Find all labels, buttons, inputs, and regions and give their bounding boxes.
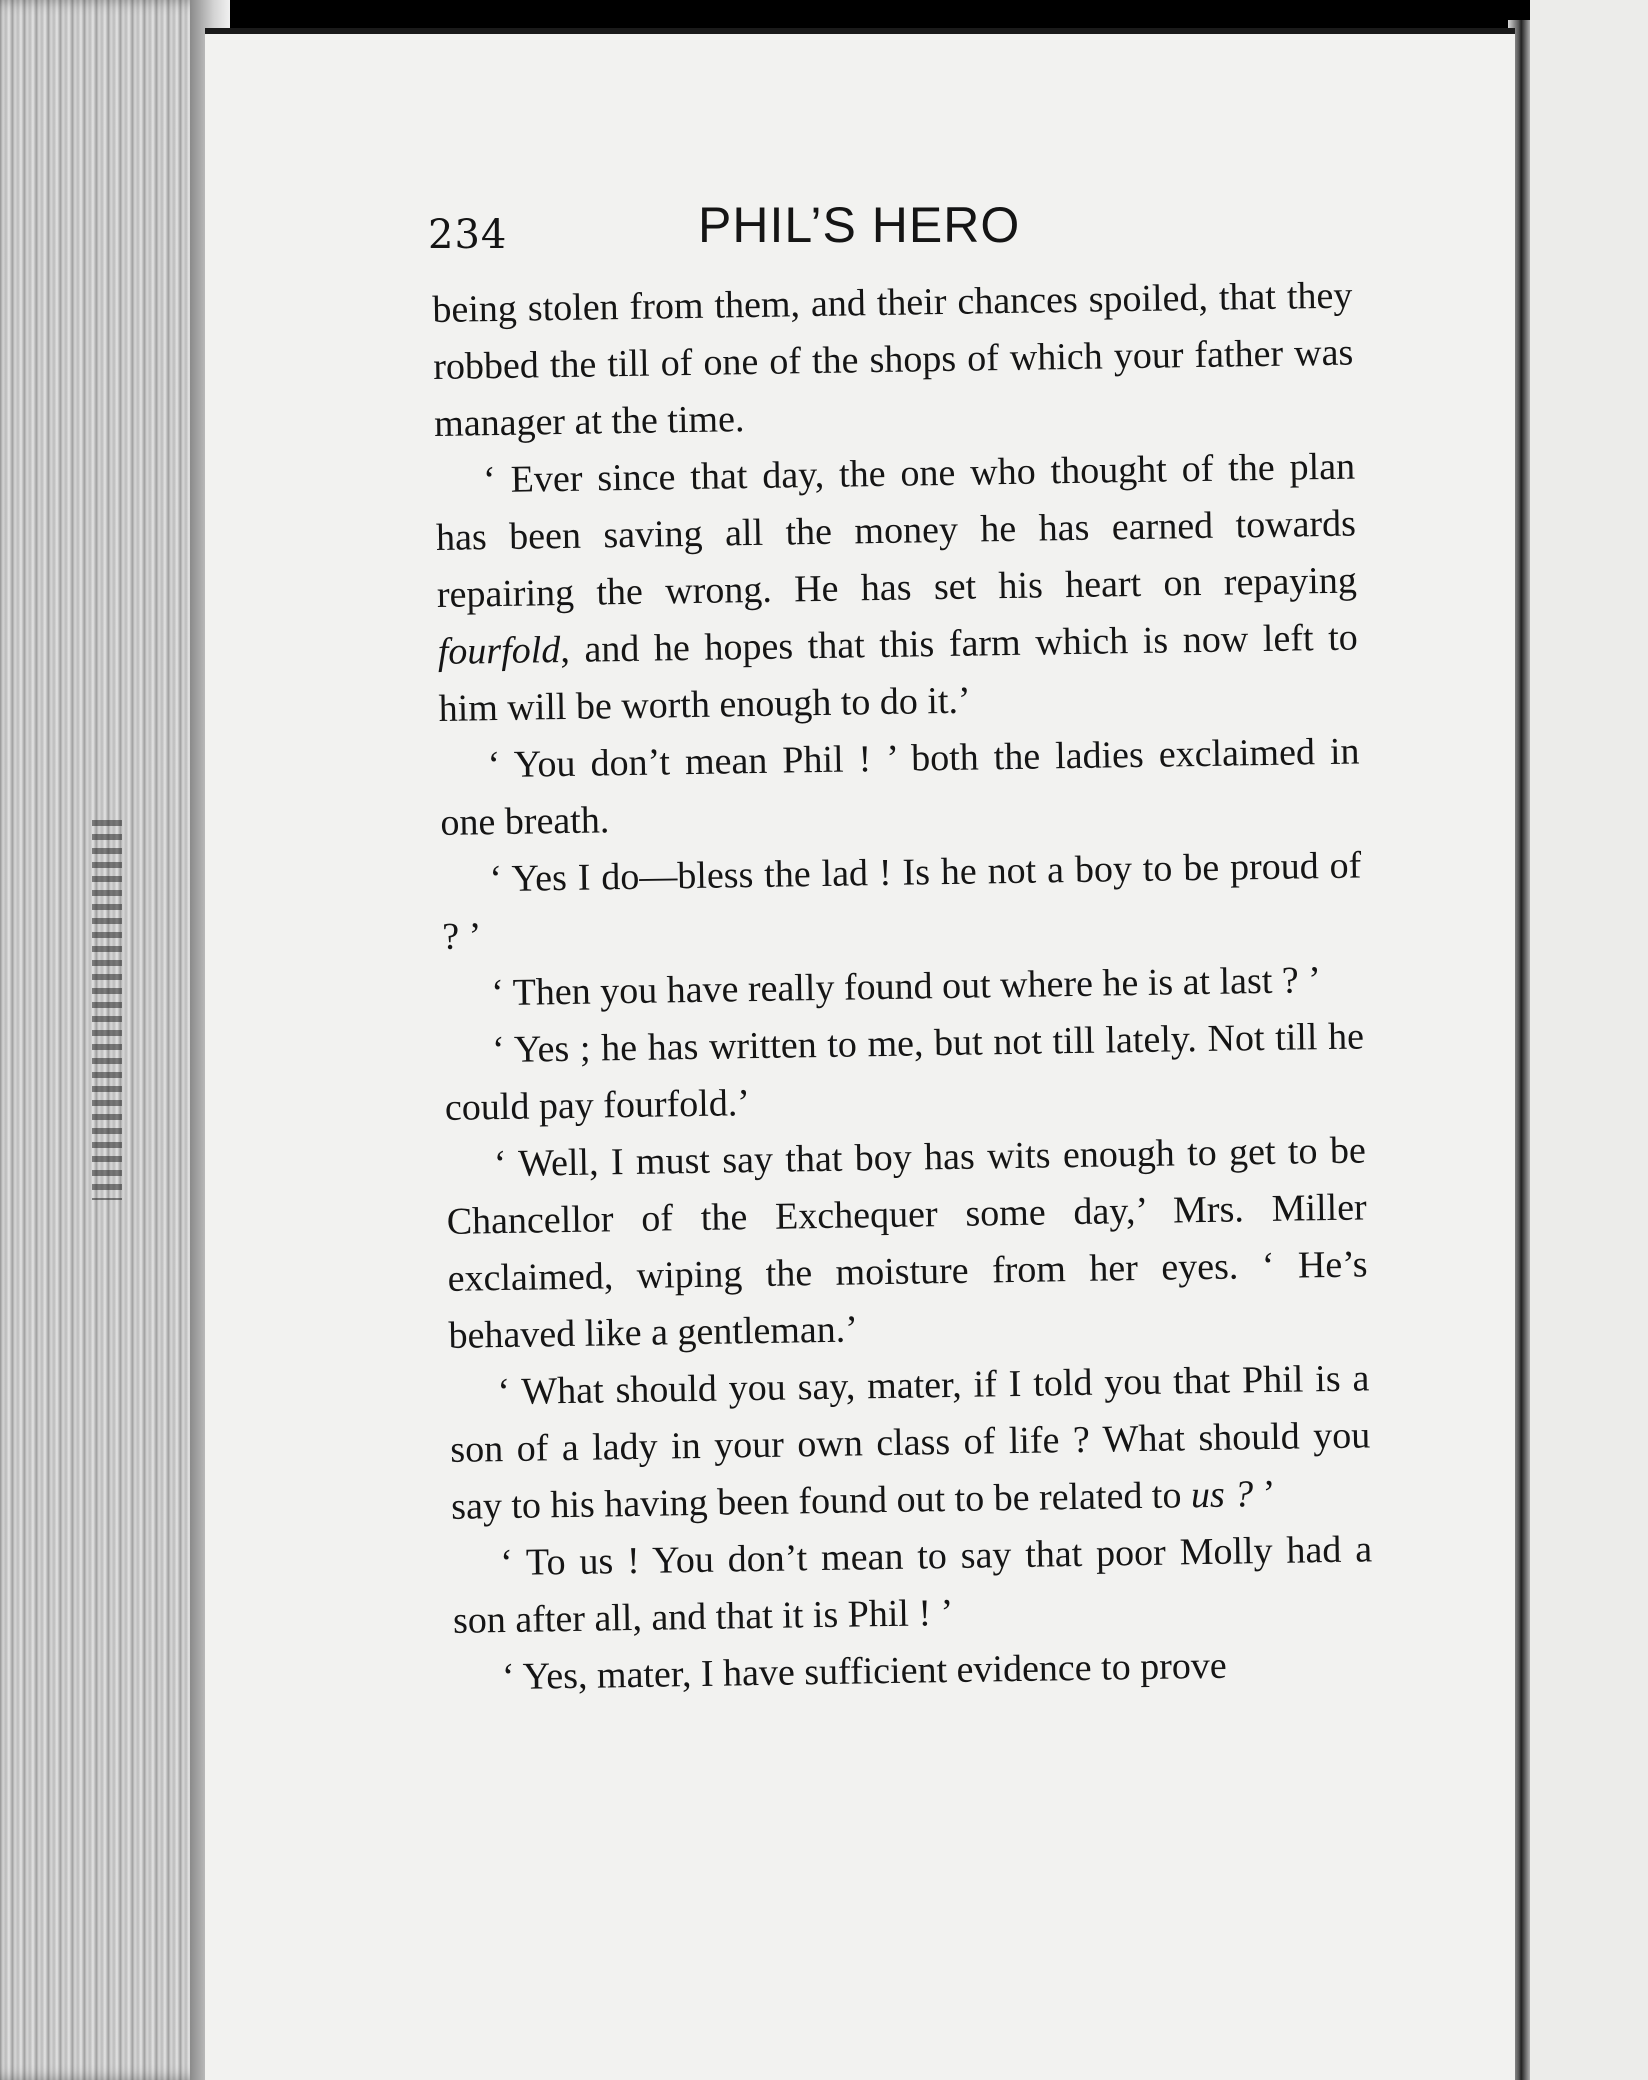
italic-text: us ?: [1190, 1473, 1254, 1517]
paragraph-text: ‘ Yes ; he has written to me, but not till lately. Not till he could pay fourfold.’: [444, 1015, 1365, 1129]
paragraph-text: ‘ What should you say, mater, if I told you that Phil is a son of a lady in your own class of life ? What should you say to his having been found out to be related to: [450, 1357, 1371, 1528]
paragraph-text: being stolen from them, and their chances spoiled, that they robbed the till of one of the shops of which your father was manager at the time.: [432, 274, 1354, 445]
paragraph: [445, 1122, 1368, 1364]
page-number: 234: [428, 212, 508, 258]
paragraph: [444, 1008, 1366, 1136]
paragraph-text: ‘ Ever since that day, the one who thought of the plan has been saving all the money he has earned towards repairing the wrong. He has set his heart on repaying: [435, 445, 1358, 616]
paragraph: [435, 439, 1359, 738]
running-title: PHIL’S HERO: [698, 197, 1021, 253]
paragraph-text: ’: [1252, 1472, 1276, 1516]
paragraph-text: ‘ Yes I do—bless the lad ! Is he not a boy to be proud of ? ’: [441, 844, 1362, 958]
page-header: [428, 196, 1308, 266]
paragraph: [432, 268, 1355, 453]
paragraph: [439, 723, 1361, 851]
page-edge-stack: [0, 0, 215, 2080]
italic-text: fourfold: [437, 629, 561, 673]
paragraph-text: , and he hopes that this farm which is now left to him will be worth enough to do it.’: [438, 616, 1359, 730]
right-page-sliver: [1530, 0, 1648, 2080]
paragraph-text: ‘ You don’t mean Phil ! ’ both the ladies exclaimed in one breath.: [440, 730, 1360, 844]
paragraph-text: ‘ Then you have really found out where he is at last ? ’: [490, 959, 1322, 1015]
paragraph-text: ‘ Yes, mater, I have sufficient evidence to prove: [501, 1644, 1227, 1699]
spine-marks: [92, 820, 122, 1200]
body-text: [432, 268, 1374, 1707]
paragraph-text: ‘ To us ! You don’t mean to say that poor Molly had a son after all, and that it is Phil ! ’: [452, 1528, 1373, 1642]
paragraph: [452, 1521, 1374, 1649]
paragraph-text: ‘ Well, I must say that boy has wits enough to get to be Chancellor of the Exchequer some day,’ Mrs. Miller exclaimed, wiping the moisture from her eyes. ‘ He’s behaved like a gentleman.’: [446, 1129, 1368, 1357]
paragraph: [449, 1350, 1372, 1535]
paragraph: [441, 837, 1363, 965]
